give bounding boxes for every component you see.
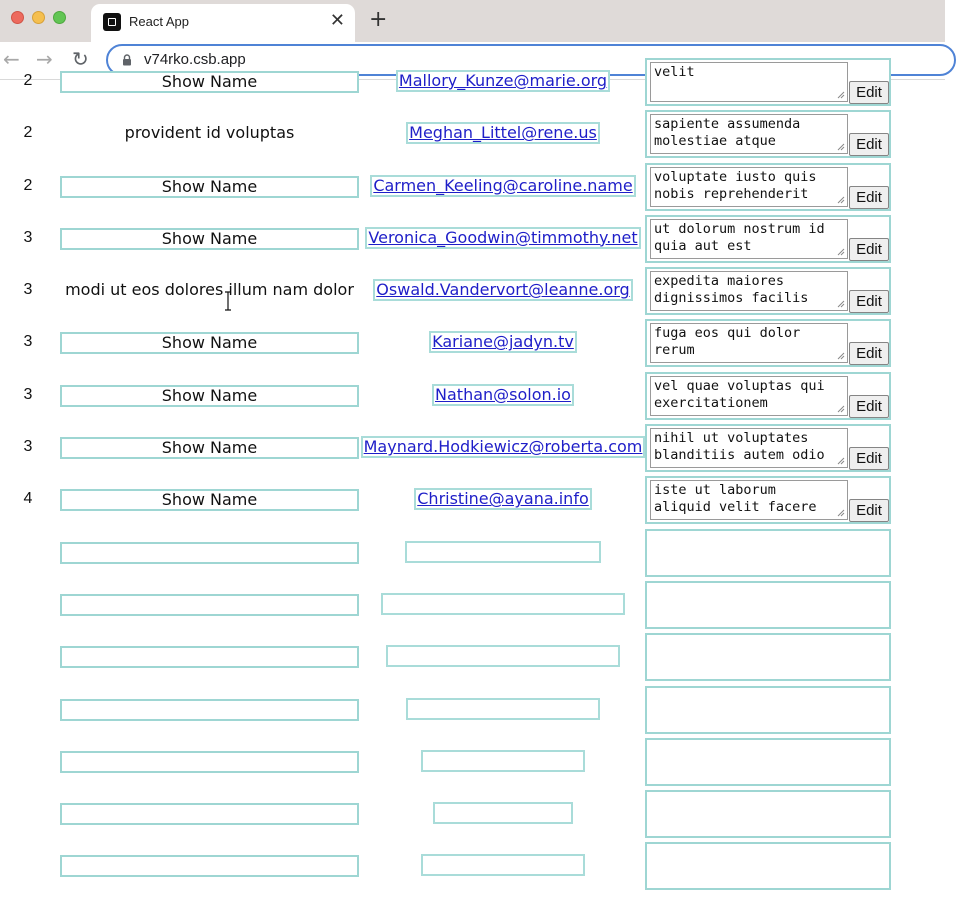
note-textarea[interactable]: expedita maiores dignissimos facilis [650,271,848,311]
table-row [0,683,945,735]
note-cell [645,529,891,577]
row-number [22,839,34,891]
table-row [0,735,945,787]
empty-name-cell [60,855,359,877]
note-cell [645,581,891,629]
back-arrow-icon[interactable]: ← [3,47,20,71]
url-text: v74rko.csb.app [144,51,246,68]
email-cell [368,526,638,578]
edit-button[interactable]: Edit [849,290,889,313]
edit-button[interactable]: Edit [849,133,889,156]
note-cell [645,58,891,106]
resize-grip-icon[interactable] [837,509,845,517]
note-textarea[interactable]: iste ut laborum aliquid velit facere [650,480,848,520]
resize-grip-icon[interactable] [837,91,845,99]
note-textarea[interactable]: ut dolorum nostrum id quia aut est [650,219,848,259]
empty-email-cell [421,750,585,772]
edit-button[interactable]: Edit [849,447,889,470]
table-row [0,630,945,682]
tab-close-icon[interactable]: ✕ [329,10,345,31]
note-textarea[interactable]: sapiente assumenda molestiae atque [650,114,848,154]
row-number [22,787,34,839]
edit-button[interactable]: Edit [849,186,889,209]
email-cell [368,316,638,368]
revealed-name: modi ut eos dolores illum nam dolor [65,280,354,300]
email-cell [368,787,638,839]
edit-button[interactable]: Edit [849,81,889,104]
email-cell [368,212,638,264]
edit-button[interactable]: Edit [849,342,889,365]
empty-email-cell [433,802,573,824]
table-row [0,787,945,839]
email-cell [368,160,638,212]
browser-tab[interactable] [91,4,355,42]
table-row [0,473,945,525]
table-row [0,55,945,107]
row-number: 3 [23,228,33,246]
note-textarea[interactable]: voluptate iusto quis nobis reprehenderit [650,167,848,207]
empty-name-cell [60,751,359,773]
edit-button[interactable]: Edit [849,238,889,261]
row-number: 3 [23,385,33,403]
email-link[interactable]: Carmen_Keeling@caroline.name [370,175,635,197]
note-cell [645,319,891,367]
table-row [0,421,945,473]
row-number: 2 [23,176,33,194]
note-cell [645,267,891,315]
email-link[interactable]: Meghan_Littel@rene.us [406,122,600,144]
email-link[interactable]: Mallory_Kunze@marie.org [396,70,610,92]
show-name-button[interactable]: Show Name [60,385,359,407]
note-cell [645,686,891,734]
close-window-button[interactable] [11,11,24,24]
email-cell [368,473,638,525]
email-cell [368,369,638,421]
email-cell [368,839,638,891]
email-cell [368,578,638,630]
email-link[interactable]: Christine@ayana.info [414,488,592,510]
table-row [0,212,945,264]
row-number [22,526,34,578]
row-number: 2 [23,72,33,89]
text-cursor-icon [224,291,232,311]
note-textarea[interactable]: velit [650,62,848,102]
empty-email-cell [381,593,625,615]
empty-name-cell [60,542,359,564]
row-number: 3 [23,438,33,456]
email-cell [368,107,638,159]
email-cell [368,735,638,787]
note-cell [645,110,891,158]
email-link[interactable]: Nathan@solon.io [432,384,574,406]
note-cell [645,842,891,890]
email-link[interactable]: Oswald.Vandervort@leanne.org [373,279,632,301]
resize-grip-icon[interactable] [837,352,845,360]
resize-grip-icon[interactable] [837,196,845,204]
empty-name-cell [60,594,359,616]
email-cell [368,683,638,735]
empty-email-cell [386,645,620,667]
empty-email-cell [421,854,585,876]
note-cell [645,738,891,786]
note-cell [645,372,891,420]
table-row [0,369,945,421]
table-row [0,264,945,316]
email-link[interactable]: Maynard.Hodkiewicz@roberta.com [361,436,646,458]
empty-email-cell [406,698,600,720]
empty-name-cell [60,803,359,825]
table-row [0,839,945,891]
resize-grip-icon[interactable] [837,300,845,308]
resize-grip-icon[interactable] [837,248,845,256]
row-number: 2 [23,124,33,142]
show-name-button[interactable]: Show Name [60,332,359,354]
email-cell [368,55,638,107]
table-row [0,526,945,578]
empty-name-cell [60,646,359,668]
row-number [22,683,34,735]
note-cell [645,476,891,524]
show-name-button[interactable]: Show Name [60,71,359,93]
note-cell [645,215,891,263]
empty-name-cell [60,699,359,721]
zoom-window-button[interactable] [53,11,66,24]
edit-button[interactable]: Edit [849,395,889,418]
email-cell [368,264,638,316]
revealed-name: provident id voluptas [124,123,295,143]
reload-icon[interactable]: ↻ [72,47,89,71]
page-content [0,64,945,898]
resize-grip-icon[interactable] [837,143,845,151]
row-number: 4 [23,490,33,508]
show-name-button[interactable]: Show Name [60,176,359,198]
codesandbox-favicon-icon [103,13,121,31]
resize-grip-icon[interactable] [837,405,845,413]
email-link[interactable]: Veronica_Goodwin@timmothy.net [365,227,640,249]
show-name-button[interactable]: Show Name [60,437,359,459]
row-number [22,630,34,682]
email-cell [368,630,638,682]
note-cell [645,163,891,211]
row-number: 3 [23,281,33,299]
note-cell [645,633,891,681]
table-row [0,160,945,212]
email-link[interactable]: Kariane@jadyn.tv [429,331,577,353]
forward-arrow-icon[interactable]: → [36,47,53,71]
empty-email-cell [405,541,601,563]
show-name-button[interactable]: Show Name [60,489,359,511]
note-textarea[interactable]: nihil ut voluptates blanditiis autem odio [650,428,848,468]
row-number: 3 [23,333,33,351]
note-cell [645,424,891,472]
data-table [0,55,945,892]
table-row [0,578,945,630]
tab-title: React App [129,14,189,29]
browser-tab-strip [0,0,945,42]
note-cell [645,790,891,838]
table-row [0,107,945,159]
email-cell [363,421,643,473]
resize-grip-icon[interactable] [837,457,845,465]
new-tab-button[interactable]: + [369,7,388,32]
show-name-button[interactable]: Show Name [60,228,359,250]
table-row [0,316,945,368]
row-number [22,735,34,787]
note-textarea[interactable]: vel quae voluptas qui exercitationem [650,376,848,416]
row-number [22,578,34,630]
edit-button[interactable]: Edit [849,499,889,522]
note-textarea[interactable]: fuga eos qui dolor rerum [650,323,848,363]
minimize-window-button[interactable] [32,11,45,24]
